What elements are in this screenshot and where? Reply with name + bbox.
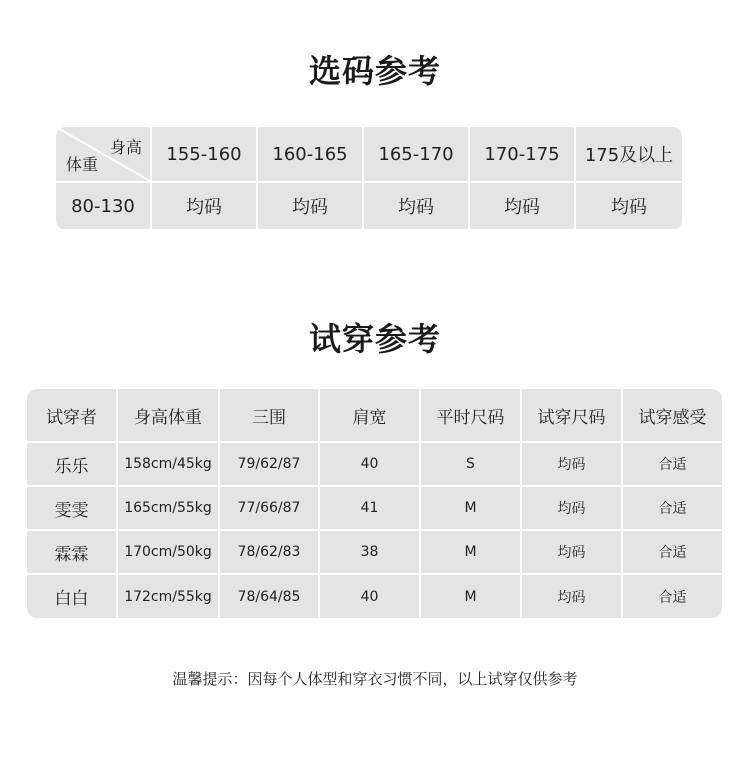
shoulder-width-cell: 40 — [320, 443, 421, 487]
tester-name-cell: 白白 — [27, 575, 118, 618]
height-weight-cell: 165cm/55kg — [118, 487, 220, 531]
measurements-cell: 79/62/87 — [220, 443, 320, 487]
header-cell-tried-size: 试穿尺码 — [522, 389, 623, 443]
header-cell-feeling: 试穿感受 — [623, 389, 722, 443]
weight-range-cell: 80-130 — [56, 183, 152, 229]
measurements-cell: 78/62/83 — [220, 531, 320, 575]
height-weight-cell: 170cm/50kg — [118, 531, 220, 575]
height-weight-cell: 158cm/45kg — [118, 443, 220, 487]
feeling-cell: 合适 — [623, 531, 722, 575]
usual-size-cell: M — [421, 487, 522, 531]
corner-header-cell — [56, 127, 152, 183]
size-value-cell: 均码 — [258, 183, 364, 229]
measurements-cell: 78/64/85 — [220, 575, 320, 618]
height-range-header: 170-175 — [470, 127, 576, 183]
header-cell-tester: 试穿者 — [27, 389, 118, 443]
size-value-cell: 均码 — [576, 183, 682, 229]
header-cell-shoulder-width: 肩宽 — [320, 389, 421, 443]
size-value-cell: 均码 — [152, 183, 258, 229]
height-range-header: 165-170 — [364, 127, 470, 183]
header-cell-usual-size: 平时尺码 — [421, 389, 522, 443]
try-on-reference-title: 试穿参考 — [308, 320, 441, 358]
size-value-cell: 均码 — [364, 183, 470, 229]
tried-size-cell: 均码 — [522, 531, 623, 575]
size-reference-table — [56, 127, 682, 230]
shoulder-width-cell: 38 — [320, 531, 421, 575]
tester-name-cell: 霖霖 — [27, 531, 118, 575]
measurements-cell: 77/66/87 — [220, 487, 320, 531]
usual-size-cell: S — [421, 443, 522, 487]
corner-weight-label: 体重 — [66, 155, 99, 174]
usual-size-cell: M — [421, 531, 522, 575]
feeling-cell: 合适 — [623, 443, 722, 487]
usual-size-cell: M — [421, 575, 522, 618]
tester-name-cell: 乐乐 — [27, 443, 118, 487]
height-weight-cell: 172cm/55kg — [118, 575, 220, 618]
height-range-header: 160-165 — [258, 127, 364, 183]
shoulder-width-cell: 41 — [320, 487, 421, 531]
tried-size-cell: 均码 — [522, 575, 623, 618]
size-value-cell: 均码 — [470, 183, 576, 229]
fit-disclaimer-note: 温馨提示：因每个人体型和穿衣习惯不同，以上试穿仅供参考 — [172, 670, 578, 688]
tester-name-cell: 雯雯 — [27, 487, 118, 531]
height-range-header: 175及以上 — [576, 127, 682, 183]
feeling-cell: 合适 — [623, 487, 722, 531]
header-cell-height-weight: 身高体重 — [118, 389, 220, 443]
tried-size-cell: 均码 — [522, 443, 623, 487]
tried-size-cell: 均码 — [522, 487, 623, 531]
feeling-cell: 合适 — [623, 575, 722, 618]
size-reference-title: 选码参考 — [308, 52, 441, 90]
header-cell-measurements: 三围 — [220, 389, 320, 443]
height-range-header: 155-160 — [152, 127, 258, 183]
corner-height-label: 身高 — [109, 138, 142, 157]
shoulder-width-cell: 40 — [320, 575, 421, 618]
try-on-reference-table — [27, 389, 722, 618]
